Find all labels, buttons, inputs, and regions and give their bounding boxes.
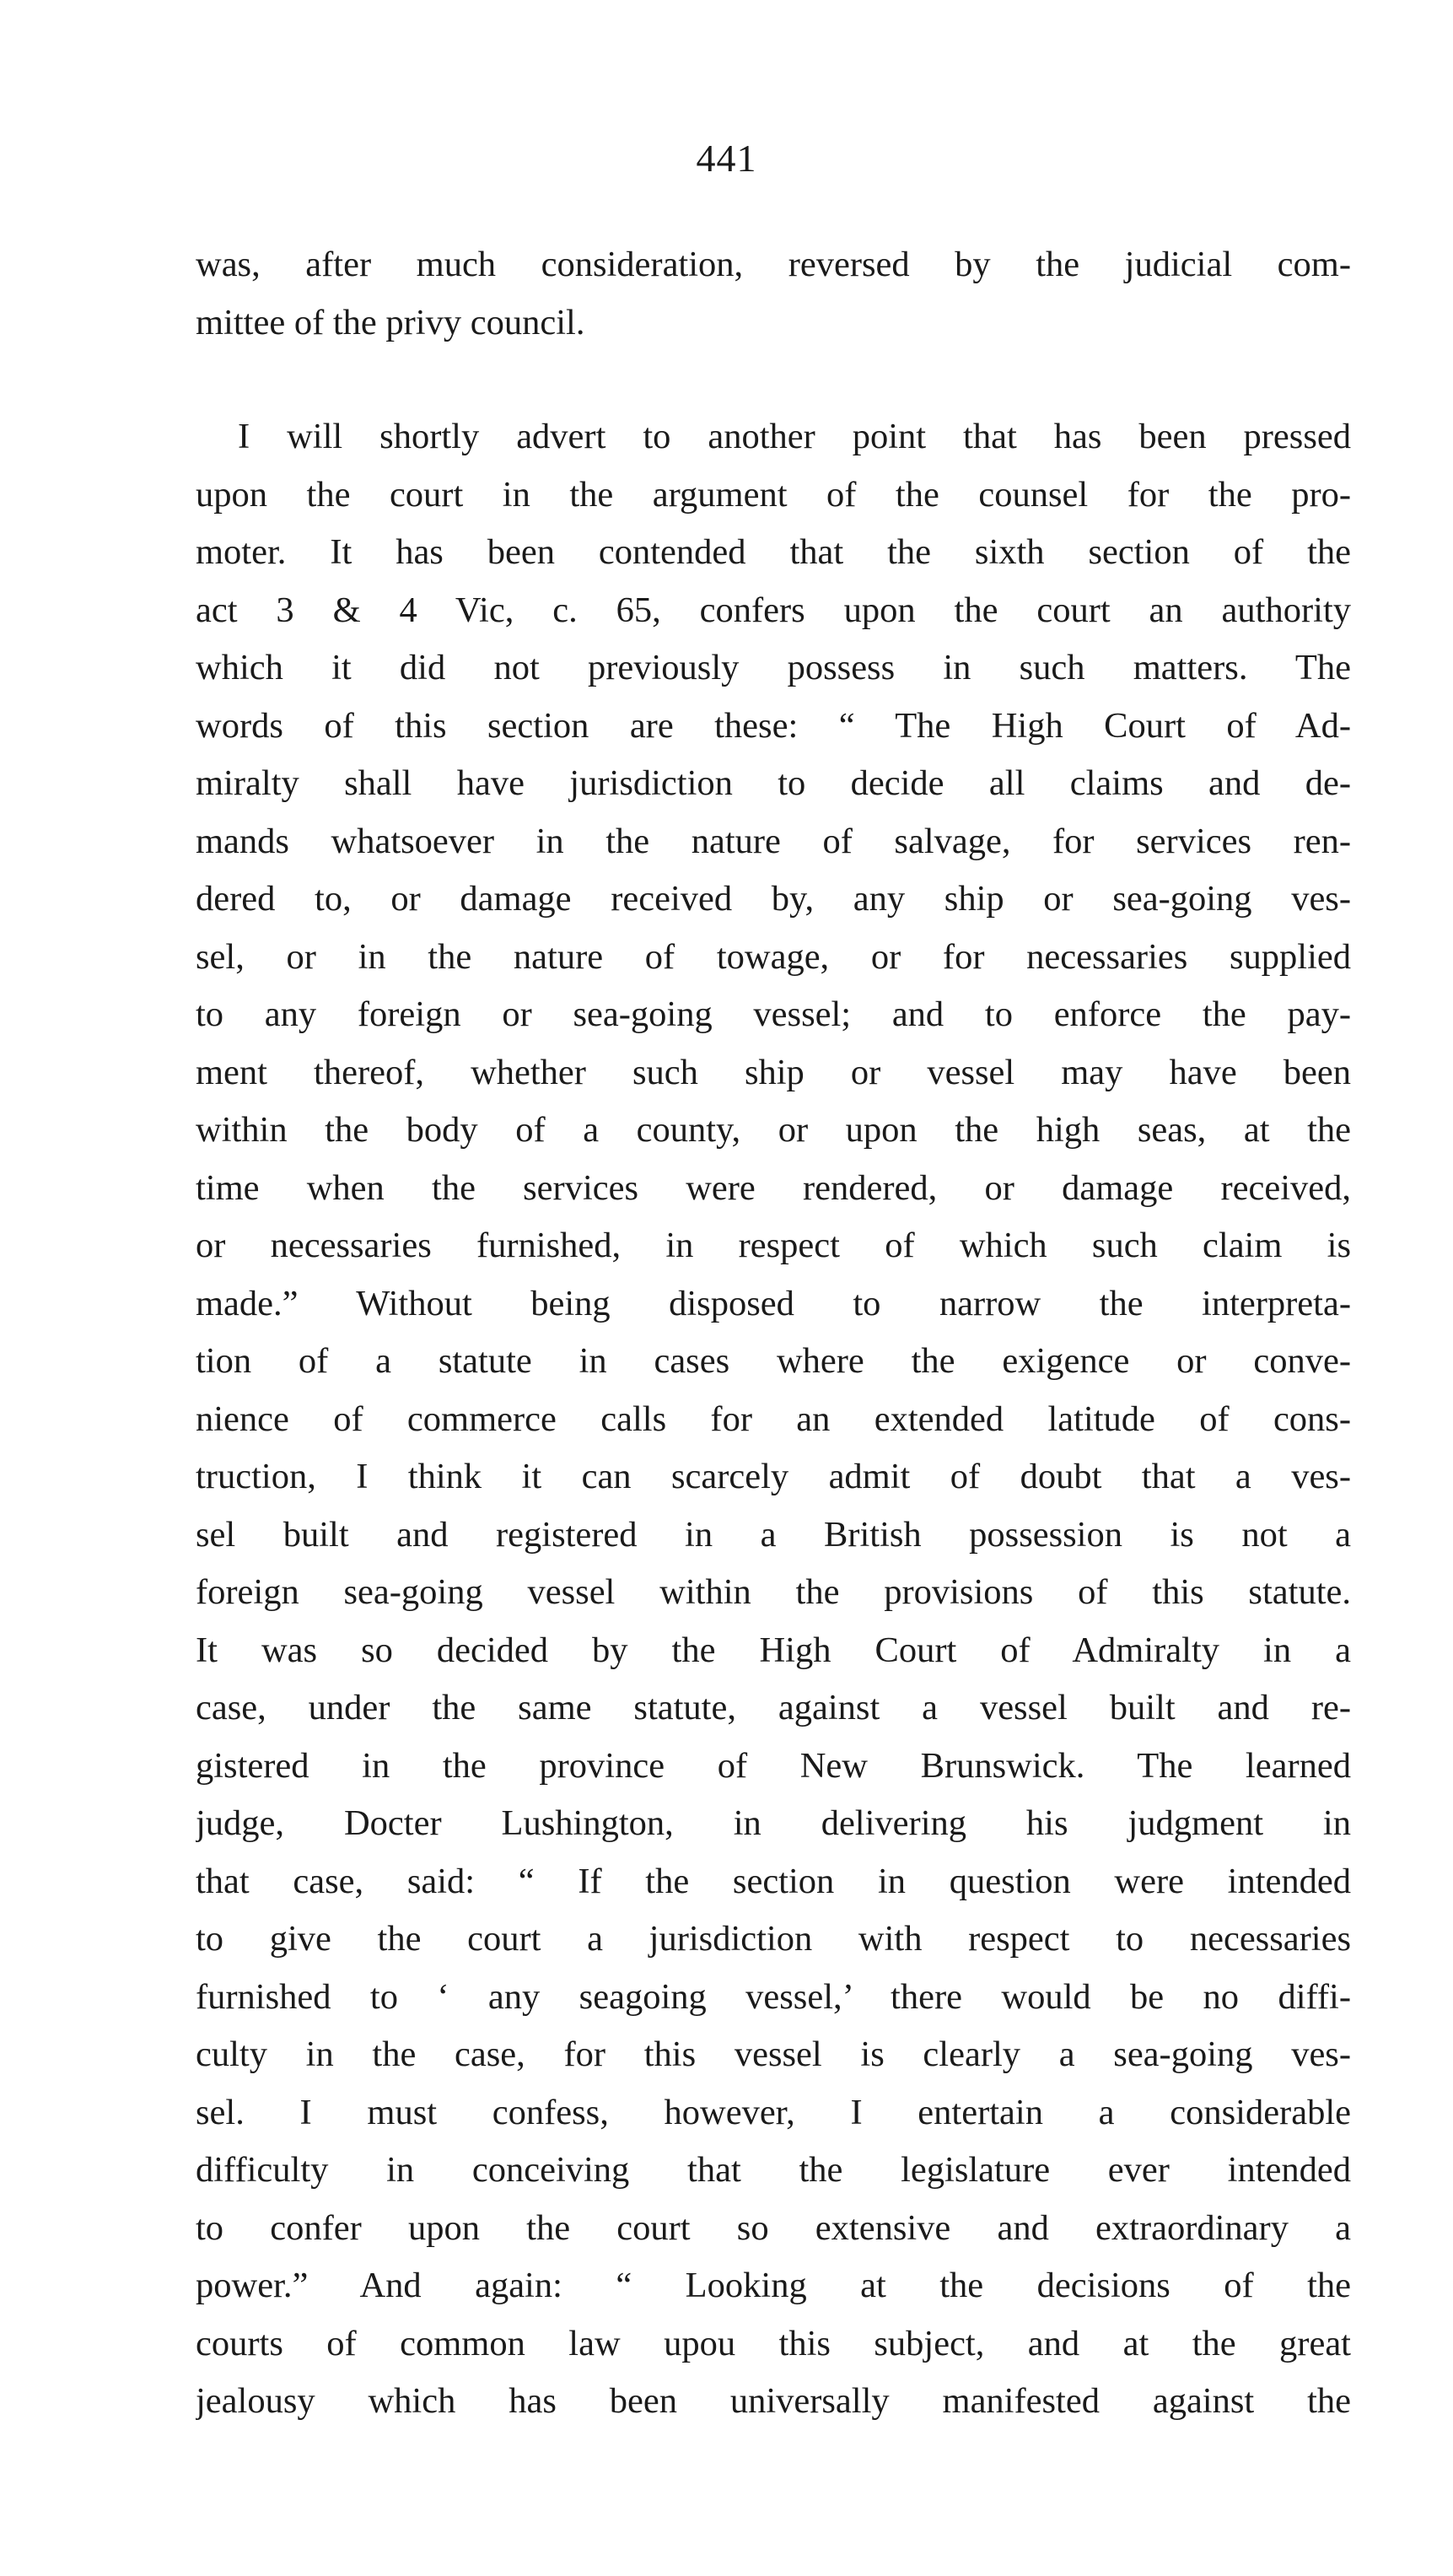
- text-line: or necessaries furnished, in respect of which such claim is: [196, 1226, 1351, 1265]
- text-line: to confer upon the court so extensive and extraordinary a: [196, 2207, 1351, 2248]
- text-line: jealousy which has been universally manifested against the: [196, 2381, 1351, 2421]
- text-line: words of this section are these: “ The High Court of Ad-: [196, 705, 1351, 746]
- page-number: 441: [696, 137, 757, 180]
- text-line: sel. I must confess, however, I entertain a considerable: [196, 2092, 1351, 2132]
- text-line: that case, said: “ If the section in question were intended: [196, 1861, 1351, 1901]
- text-line: culty in the case, for this vessel is clearly a sea-going ves-: [196, 2034, 1351, 2074]
- text-line: furnished to ‘ any seagoing vessel,’ there would be no diffi-: [196, 1976, 1351, 2017]
- text-line: sel built and registered in a British possession is not a: [196, 1514, 1351, 1555]
- text-line: foreign sea-going vessel within the provisions of this statute.: [196, 1572, 1351, 1612]
- text-line: upon the court in the argument of the counsel for the pro-: [196, 474, 1351, 515]
- text-line: time when the services were rendered, or damage received,: [196, 1167, 1351, 1208]
- text-line: within the body of a county, or upon the high seas, at the: [196, 1110, 1351, 1150]
- text-line: judge, Docter Lushington, in delivering his judgment in: [196, 1803, 1351, 1843]
- paragraph-continuation: [196, 236, 1351, 352]
- text-line: ment thereof, whether such ship or vessel may have been: [196, 1052, 1351, 1092]
- text-line: sel, or in the nature of towage, or for necessaries supplied: [196, 936, 1351, 977]
- text-line: I will shortly advert to another point that has been pressed: [238, 417, 1351, 456]
- text-line: mittee of the privy council.: [196, 302, 585, 342]
- text-line: made.” Without being disposed to narrow the interpreta-: [196, 1283, 1351, 1323]
- text-line: case, under the same statute, against a vessel built and re-: [196, 1688, 1351, 1727]
- text-line: gistered in the province of New Brunswick. The learned: [196, 1745, 1351, 1786]
- text-line: was, after much consideration, reversed by the judicial com-: [196, 245, 1351, 284]
- paragraph-main: [196, 408, 1351, 2431]
- text-line: dered to, or damage received by, any ship or sea-going ves-: [196, 879, 1351, 919]
- text-line: difficulty in conceiving that the legislature ever intended: [196, 2150, 1351, 2190]
- text-line: moter. It has been contended that the sixth section of the: [196, 532, 1351, 572]
- text-line: It was so decided by the High Court of Admiralty in a: [196, 1630, 1351, 1670]
- text-line: to any foreign or sea-going vessel; and to enforce the pay-: [196, 994, 1351, 1034]
- text-line: miralty shall have jurisdiction to decide all claims and de-: [196, 763, 1351, 803]
- text-line: to give the court a jurisdiction with respect to necessaries: [196, 1919, 1351, 1959]
- text-line: act 3 & 4 Vic, c. 65, confers upon the court an authority: [196, 590, 1351, 630]
- text-line: which it did not previously possess in such matters. The: [196, 648, 1351, 687]
- text-line: truction, I think it can scarcely admit of doubt that a ves-: [196, 1457, 1351, 1496]
- text-line: tion of a statute in cases where the exigence or conve-: [196, 1341, 1351, 1381]
- text-line: nience of commerce calls for an extended latitude of cons-: [196, 1398, 1351, 1439]
- text-line: power.” And again: “ Looking at the decisions of the: [196, 2266, 1351, 2305]
- text-line: courts of common law upou this subject, and at the great: [196, 2323, 1351, 2363]
- text-line: mands whatsoever in the nature of salvage, for services ren-: [196, 821, 1351, 861]
